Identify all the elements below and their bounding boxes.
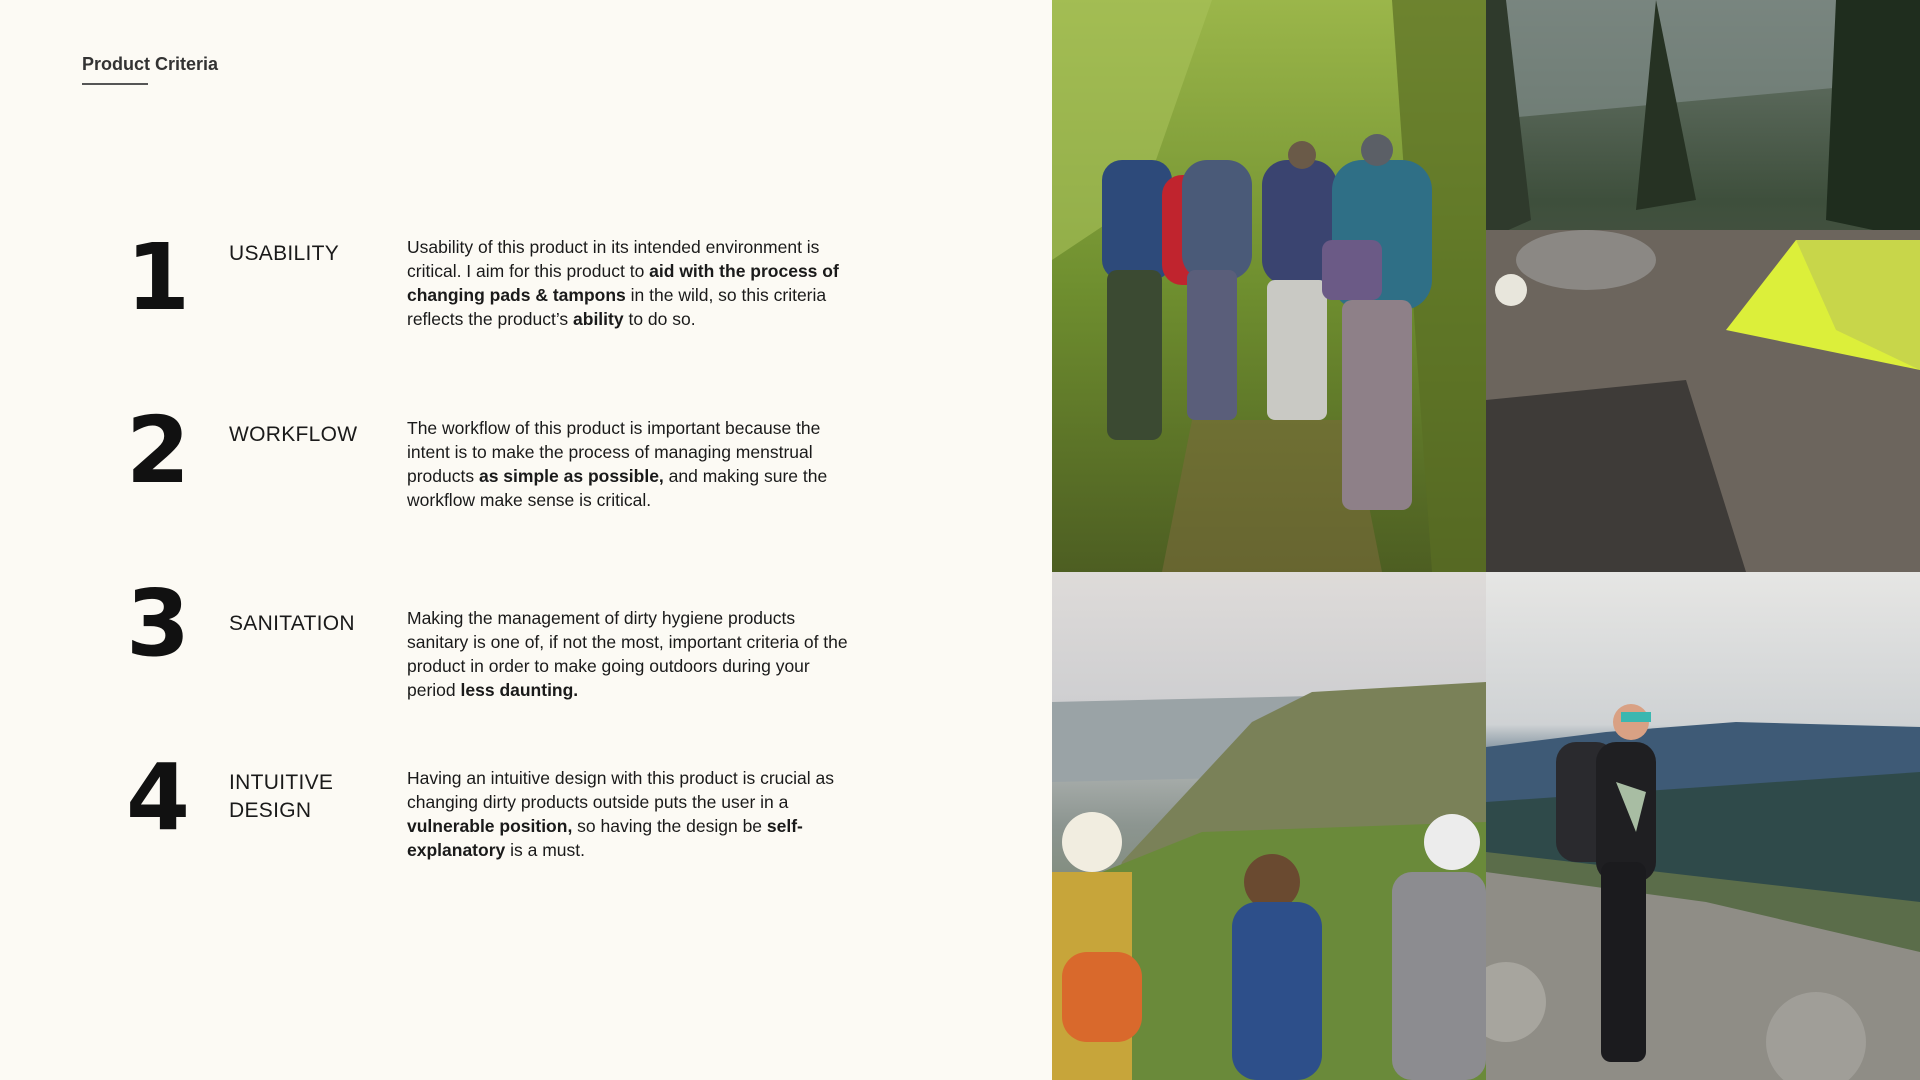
description-text: so having the design be (572, 816, 767, 836)
description-emphasis: ability (573, 309, 624, 329)
criterion-number: 1 (126, 224, 191, 331)
criterion-label: WORKFLOW (229, 423, 358, 446)
description-text: in the wild, so this criteria reflects the product’s (407, 285, 827, 329)
description-emphasis: self-explanatory (407, 816, 803, 860)
description-text: Making the management of dirty hygiene products sanitary is one of, if not the most, important criteria of the product in order to make going outdoors during your period (407, 608, 848, 700)
description-emphasis: less daunting. (460, 680, 579, 700)
criterion-number: 3 (126, 570, 191, 677)
criterion-description (407, 766, 852, 862)
description-emphasis: as simple as possible, (478, 466, 664, 486)
photo-grid (1052, 0, 1920, 1080)
criterion-description (407, 606, 852, 702)
description-text: Usability of this product in its intended environment is critical. I aim for this product to (407, 237, 820, 281)
criterion-number: 4 (126, 744, 191, 851)
photo-hiker-rocky-ridge (1486, 572, 1920, 1080)
criterion-label: INTUITIVE DESIGN (229, 771, 334, 822)
title-underline (82, 83, 148, 85)
description-text: is a must. (505, 840, 585, 860)
criterion-label: USABILITY (229, 242, 340, 265)
description-text: Having an intuitive design with this product is crucial as changing dirty products outside puts the user in a (407, 768, 835, 812)
photo-campsite-tent (1486, 0, 1920, 572)
description-emphasis: aid with the process of changing pads & tampons (407, 261, 839, 305)
criterion-description (407, 235, 852, 331)
page-title: Product Criteria (82, 54, 219, 74)
criterion-number: 2 (126, 397, 191, 504)
description-text: to do so. (623, 309, 696, 329)
criterion-description (407, 416, 852, 512)
photo-hikers-mountain-view (1052, 572, 1486, 1080)
criterion-label: SANITATION (229, 612, 355, 635)
description-emphasis: vulnerable position, (407, 816, 573, 836)
description-text: and making sure the workflow make sense is critical. (407, 466, 828, 510)
photo-hikers-forest-trail (1052, 0, 1486, 572)
description-text: The workflow of this product is important because the intent is to make the process of managing menstrual products (407, 418, 821, 486)
